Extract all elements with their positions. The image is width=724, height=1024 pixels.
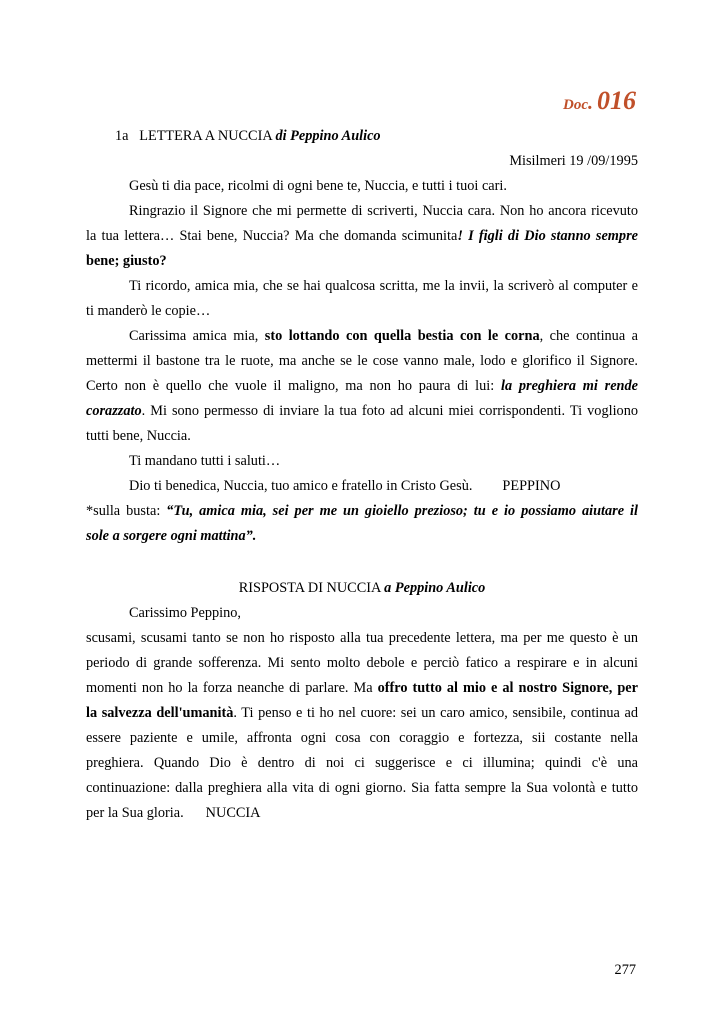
paragraph-line: periodo di grande sofferenza. Mi sento molto debole e perciò fatico a respirare e in alcuni	[86, 655, 638, 671]
letter-2-greeting: Carissimo Peppino,	[129, 605, 241, 621]
letter-1-date: Misilmeri 19 /09/1995	[509, 153, 638, 169]
letter-2-signature: NUCCIA	[205, 805, 261, 821]
paragraph-line: la tua lettera… Stai bene, Nuccia? Ma che domanda scimunita! I figli di Dio stanno sempre	[86, 228, 638, 244]
letter-2	[86, 576, 638, 826]
doc-dot: .	[588, 92, 593, 114]
letter-1	[86, 124, 638, 549]
paragraph-line: momenti non ho la forza neanche di parlare. Ma offro tutto al mio e al nostro Signore, per	[86, 680, 638, 696]
paragraph-line: mettermi il bastone tra le ruote, ma anche se le cose vanno male, lodo e glorifico il Signore.	[86, 353, 638, 369]
paragraph-line: Ringrazio il Signore che mi permette di scriverti, Nuccia cara. Non ho ancora ricevuto	[129, 203, 638, 219]
paragraph-line: per la Sua gloria. NUCCIA	[86, 805, 261, 821]
paragraph-line: Dio ti benedica, Nuccia, tuo amico e fratello in Cristo Gesù. PEPPINO	[129, 478, 561, 494]
paragraph-line: ti manderò le copie…	[86, 303, 211, 319]
paragraph-line: Gesù ti dia pace, ricolmi di ogni bene te, Nuccia, e tutti i tuoi cari.	[129, 178, 507, 194]
paragraph-line: tutti bene, Nuccia.	[86, 428, 191, 444]
paragraph-line: bene; giusto?	[86, 253, 167, 269]
letter-1-signature: PEPPINO	[502, 478, 561, 494]
paragraph-line: la salvezza dell'umanità. Ti penso e ti ho nel cuore: sei un caro amico, sensibile, continua ad	[86, 705, 638, 721]
doc-number-value: 016	[597, 86, 636, 115]
doc-label: Doc	[563, 97, 588, 113]
page-number: 277	[614, 962, 636, 978]
paragraph-line: essere paziente e umile, affronta ogni cosa con coraggio e fortezza, sii costante nella	[86, 730, 638, 746]
paragraph-line: preghiera. Quando Dio è dentro di noi ci suggerisce e ci illumina; quindi c'è una	[86, 755, 638, 771]
paragraph-line: Carissima amica mia, sto lottando con quella bestia con le corna, che continua a	[129, 328, 638, 344]
letter-2-heading: RISPOSTA DI NUCCIA a Peppino Aulico	[238, 580, 486, 596]
paragraph-line: corazzato. Mi sono permesso di inviare la tua foto ad alcuni miei corrispondenti. Ti vogliono	[86, 403, 638, 419]
paragraph-line: Ti mandano tutti i saluti…	[129, 453, 281, 469]
document-number	[563, 86, 636, 116]
paragraph-line: Certo non è quello che vuole il maligno, ma non ho paura di lui: la preghiera mi rende	[86, 378, 639, 394]
paragraph-line: scusami, scusami tanto se non ho risposto alla tua precedente lettera, ma per me questo è un	[86, 630, 638, 646]
paragraph-line: continuazione: dalla preghiera alla vita di ogni giorno. Sia fatta sempre la Sua volontà e tutto	[86, 780, 638, 796]
paragraph-line: Ti ricordo, amica mia, che se hai qualcosa scritta, me la invii, la scriverò al computer e	[129, 278, 638, 294]
letter-1-heading: 1a LETTERA A NUCCIA di Peppino Aulico	[115, 128, 381, 144]
envelope-note-end: sole a sorgere ogni mattina”.	[86, 528, 257, 544]
envelope-note: *sulla busta: “Tu, amica mia, sei per me un gioiello prezioso; tu e io possiamo aiutare il	[86, 503, 638, 519]
